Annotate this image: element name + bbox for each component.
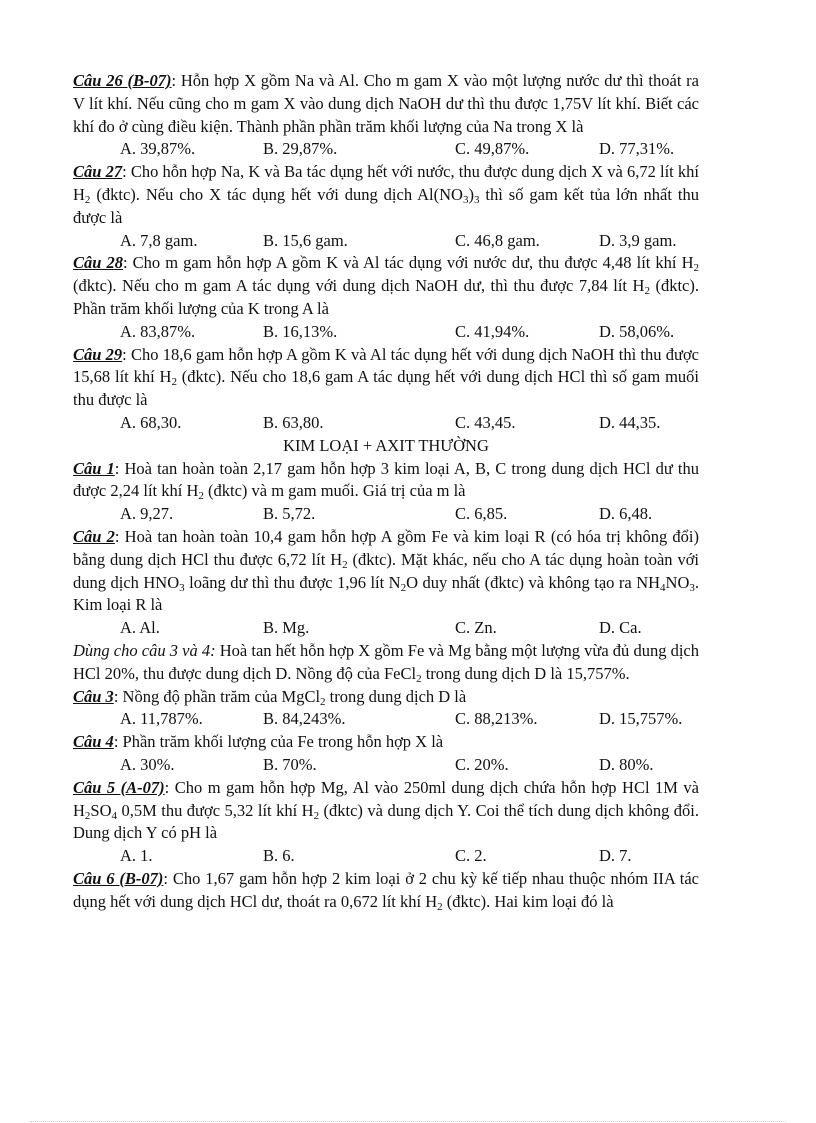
choice-c: C. 2. — [455, 846, 487, 866]
subscript: 4 — [111, 809, 118, 822]
subscript: 4 — [660, 581, 666, 594]
choices-26 — [73, 138, 699, 161]
choice-d: D. 3,9 gam. — [599, 230, 677, 250]
question-label: Câu 28 — [73, 253, 123, 273]
intro-questions-3-4 — [73, 640, 699, 686]
question-text: loãng dư thì thu được 1,96 lít N — [184, 572, 401, 592]
choice-a: A. 9,27. — [120, 504, 174, 524]
question-label: Câu 4 — [73, 732, 114, 752]
choice-d: D. 6,48. — [599, 504, 653, 524]
question-26 — [73, 70, 699, 138]
question-label: Câu 1 — [73, 458, 115, 478]
question-28 — [73, 252, 699, 320]
choice-a: A. 68,30. — [120, 412, 182, 432]
subscript: 2 — [313, 809, 320, 822]
question-text: (đktc). Mặt khác, nếu cho A tác dụng hoàn toàn với dung dịch HNO — [73, 549, 699, 592]
question-text: (đktc). Nếu cho 18,6 gam A tác dụng hết với dung dịch HCl thì số gam muối thu được là — [73, 367, 699, 410]
choice-b: B. 63,80. — [263, 412, 324, 432]
question-label: Câu 26 (B-07) — [73, 71, 172, 90]
question-1 — [73, 458, 699, 504]
choice-b: B. 15,6 gam. — [263, 230, 348, 250]
question-2 — [73, 526, 699, 617]
choice-b: B. 6. — [263, 846, 295, 866]
question-text: (đktc) và dung dịch Y. Coi thể tích dung dịch không đổi. Dung dịch Y có pH là — [73, 800, 699, 843]
document-page — [73, 70, 699, 913]
choice-c: C. Zn. — [455, 618, 497, 638]
question-text: (đktc). Nếu cho m gam A tác dụng với dung dịch NaOH dư, thì thu được 7,84 lít H — [73, 276, 645, 296]
choice-b: B. Mg. — [263, 618, 310, 638]
subscript: 2 — [400, 581, 407, 594]
choice-c: C. 6,85. — [455, 504, 508, 524]
question-text: : Cho 18,6 gam hỗn hợp A gồm K và Al tác dụng hết với dung dịch NaOH thì thu được 15,68 lít khí H — [73, 344, 699, 387]
choice-c: C. 43,45. — [455, 412, 516, 432]
subscript: 2 — [416, 672, 422, 685]
subscript: 2 — [171, 376, 177, 389]
choice-a: A. 83,87%. — [120, 321, 196, 341]
question-text: : Cho m gam hỗn hợp A gồm K và Al tác dụng với nước dư, thu được 4,48 lít khí H — [123, 253, 694, 273]
choices-5 — [73, 845, 699, 868]
question-text: 0,5M thu được 5,32 lít khí H — [117, 800, 314, 820]
choice-c: C. 41,94%. — [455, 321, 530, 341]
subscript: 2 — [84, 193, 91, 206]
question-text: : Nồng độ phần trăm của MgCl — [113, 686, 321, 706]
page-bottom-border — [30, 1121, 786, 1122]
choice-a: A. Al. — [120, 618, 160, 638]
question-text: (đktc) và m gam muối. Giá trị của m là — [203, 481, 466, 501]
question-text: : Hoà tan hoàn toàn 10,4 gam hỗn hợp A gồm Fe và kim loại R (có hóa trị không đổi) bằng dung dịch HCl thu được 6,72 lít H — [73, 526, 699, 569]
choice-c: C. 46,8 gam. — [455, 230, 540, 250]
subscript: 2 — [198, 490, 204, 503]
question-4 — [73, 731, 699, 754]
question-label: Câu 5 (A-07) — [73, 777, 165, 797]
question-text: : Phần trăm khối lượng của Fe trong hỗn hợp X là — [113, 732, 444, 752]
question-label: Câu 3 — [73, 686, 114, 706]
subscript: 2 — [320, 695, 326, 708]
subscript: 2 — [342, 558, 348, 571]
subscript: 3 — [689, 581, 695, 594]
question-text: : Hỗn hợp X gồm Na và Al. Cho m gam X vào một lượng nước dư thì thoát ra V lít khí. Nếu cũng cho m gam X vào dung dịch NaOH dư thì thu được 1,75V lít khí. Biết các khí đo ở cùng điều kiện. Thành phần phần trăm khối lượng của Na trong X là — [73, 71, 700, 136]
choices-3 — [73, 708, 699, 731]
choice-c: C. 88,213%. — [455, 709, 538, 729]
question-6 — [73, 868, 699, 914]
question-text: . Kim loại R là — [73, 572, 700, 615]
choice-c: C. 49,87%. — [455, 139, 530, 159]
intro-text: trong dung dịch D là 15,757%. — [421, 663, 630, 683]
question-text: (đktc). Hai kim loại đó là — [442, 891, 614, 911]
choice-a: A. 11,787%. — [120, 709, 203, 729]
question-text: : Cho 1,67 gam hỗn hợp 2 kim loại ở 2 chu kỳ kế tiếp nhau thuộc nhóm IIA tác dụng hết với dung dịch HCl dư, thoát ra 0,672 lít khí H — [73, 868, 699, 911]
subscript: 2 — [693, 262, 699, 275]
question-text: : Cho m gam hỗn hợp Mg, Al vào 250ml dung dịch chứa hỗn hợp HCl 1M và H — [73, 777, 699, 820]
choice-a: A. 30%. — [120, 754, 175, 774]
subscript: 3 — [473, 193, 480, 206]
choice-a: A. 7,8 gam. — [120, 230, 198, 250]
choice-d: D. 77,31%. — [599, 139, 675, 159]
question-text: : Cho hỗn hợp Na, K và Ba tác dụng hết với nước, thu được dung dịch X và 6,72 lít khí H — [73, 162, 700, 204]
question-text: thì số gam kết tủa lớn nhất thu được là — [73, 184, 699, 227]
intro-text: Hoà tan hết hỗn hợp X gồm Fe và Mg bằng một lượng vừa đủ dung dịch HCl 20%, thu được dung dịch D. Nồng độ của FeCl — [73, 640, 699, 683]
section-title: KIM LOẠI + AXIT THƯỜNG — [283, 435, 489, 455]
choice-b: B. 5,72. — [263, 504, 316, 524]
choice-d: D. 15,757%. — [599, 709, 683, 729]
choice-b: B. 84,243%. — [263, 709, 346, 729]
question-label: Câu 2 — [73, 526, 115, 546]
question-label: Câu 27 — [73, 162, 123, 182]
question-3 — [73, 686, 699, 709]
choice-d: D. 58,06%. — [599, 321, 675, 341]
question-text: O duy nhất (đktc) và không tạo ra NH — [406, 572, 661, 592]
choice-d: D. 44,35. — [599, 412, 661, 432]
choices-28 — [73, 321, 699, 344]
question-27 — [73, 161, 699, 229]
question-text: : Hoà tan hoàn toàn 2,17 gam hỗn hợp 3 kim loại A, B, C trong dung dịch HCl dư thu được 2,24 lít khí H — [73, 458, 699, 501]
choice-d: D. 7. — [599, 846, 632, 866]
choices-1 — [73, 503, 699, 526]
question-label: Câu 6 (B-07) — [73, 868, 164, 888]
subscript: 3 — [462, 193, 469, 206]
choice-b: B. 16,13%. — [263, 321, 338, 341]
choices-2 — [73, 617, 699, 640]
choices-4 — [73, 754, 699, 777]
intro-label: Dùng cho câu 3 và 4: — [73, 640, 216, 660]
choice-b: B. 70%. — [263, 754, 317, 774]
subscript: 3 — [179, 581, 185, 594]
choice-a: A. 39,87%. — [120, 139, 196, 159]
choice-b: B. 29,87%. — [263, 139, 338, 159]
question-text: SO — [90, 800, 112, 820]
choice-d: D. 80%. — [599, 754, 654, 774]
question-text: trong dung dịch D là — [325, 686, 467, 706]
subscript: 2 — [644, 285, 650, 298]
question-text: (đktc). Nếu cho X tác dụng hết với dung dịch Al(NO — [90, 184, 463, 204]
choices-27 — [73, 230, 699, 253]
choice-a: A. 1. — [120, 846, 153, 866]
choice-d: D. Ca. — [599, 618, 642, 638]
question-text: ) — [468, 184, 474, 204]
subscript: 2 — [84, 809, 91, 822]
choices-29 — [73, 412, 699, 435]
question-29 — [73, 344, 699, 412]
question-text: NO — [665, 572, 690, 592]
choice-c: C. 20%. — [455, 754, 509, 774]
question-label: Câu 29 — [73, 344, 123, 364]
question-5 — [73, 777, 699, 845]
question-text: (đktc). Phần trăm khối lượng của K trong A là — [73, 276, 699, 318]
subscript: 2 — [437, 900, 443, 913]
